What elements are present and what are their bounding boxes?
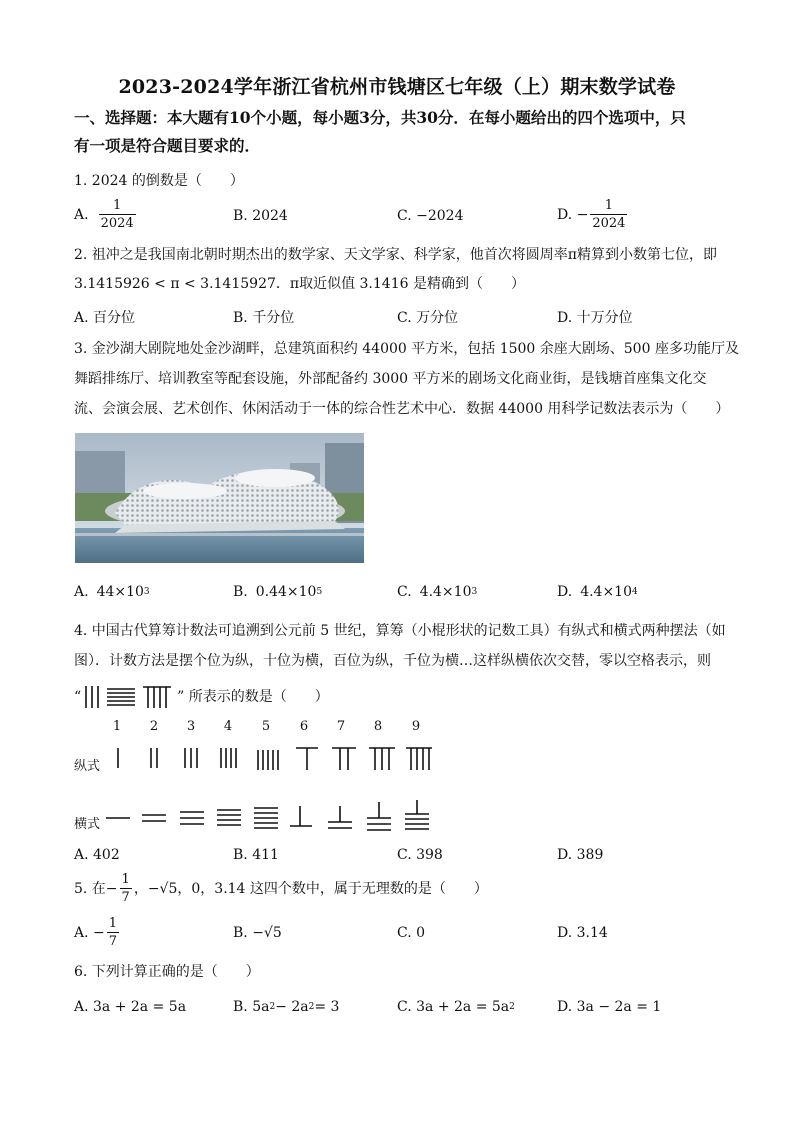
rod-digit: 7 [336, 719, 346, 734]
q4-option-c[interactable]: C. 398 [397, 847, 443, 863]
page-title: 2023-2024学年浙江省杭州市钱塘区七年级（上）期末数学试卷 [118, 76, 676, 98]
q2-option-b[interactable]: B. 千分位 [233, 310, 295, 326]
question-6-stem: 6. 下列计算正确的是（ ） [74, 964, 260, 980]
q1-option-c[interactable]: C. −2024 [397, 208, 464, 224]
question-2-line-1: 2. 祖冲之是我国南北朝时期杰出的数学家、天文学家、科学家，他首次将圆周率π精算到小数第七位，即 [74, 247, 718, 263]
fraction: $\frac{1}{2024}$ [592, 198, 626, 231]
rod-digit: 3 [186, 719, 196, 734]
q5-option-c[interactable]: C. 0 [397, 925, 426, 941]
horizontal-form-label: 横式 [74, 817, 101, 832]
rod-digit: 4 [223, 719, 233, 734]
theatre-photo [75, 433, 364, 563]
fraction: $\frac{1}{7}$ [108, 916, 118, 949]
q6-option-c[interactable]: C. 3a + 2a = 5a 2 [397, 999, 515, 1015]
question-3-line-3: 流、会演会展、艺术创作、休闲活动于一体的综合性艺术中心．数据 44000 用科学记数法表示为（ ） [74, 401, 730, 417]
rod-digit: 9 [411, 719, 421, 734]
q3-option-a[interactable]: A. 44×10 3 [74, 584, 150, 600]
q4-option-a[interactable]: A. 402 [74, 847, 120, 863]
q2-option-c[interactable]: C. 万分位 [397, 310, 459, 326]
fraction: $\frac{1}{7}$ [121, 872, 130, 905]
q1-option-b[interactable]: B. 2024 [233, 208, 288, 224]
q3-option-d[interactable]: D. 4.4×10 4 [557, 584, 638, 600]
question-3-line-1: 3. 金沙湖大剧院地处金沙湖畔，总建筑面积约 44000 平方米，包括 1500 余座大剧场、500 座多功能厅及 [74, 341, 739, 357]
question-2-line-2: 3.1415926 < π < 3.1415927．π取近似值 3.1416 是精确到（ ） [74, 276, 525, 292]
question-4-line-3: “ ” 所表示的数是（ ） [74, 684, 329, 710]
q6-option-d[interactable]: D. 3a − 2a = 1 [557, 999, 662, 1015]
counting-rods-table [100, 740, 440, 835]
q1-option-a[interactable]: A. $\frac{1}{2024}$ [74, 198, 134, 231]
question-5-stem: 5. 在− $\frac{1}{7}$ ，−√5，0，3.14 这四个数中，属于无理数的是（ ） [74, 872, 488, 905]
q6-option-b[interactable]: B. 5a 2 − 2a 2 = 3 [233, 999, 340, 1015]
rod-digit: 6 [299, 719, 309, 734]
q5-option-a[interactable]: A. − $\frac{1}{7}$ [74, 916, 118, 949]
rod-digit: 2 [149, 719, 159, 734]
q3-option-b[interactable]: B. 0.44×10 5 [233, 584, 323, 600]
question-3-line-2: 舞蹈排练厅、培训教室等配套设施，外部配备约 3000 平方米的剧场文化商业街，是钱塘首座集文化交 [74, 371, 707, 387]
q5-option-d[interactable]: D. 3.14 [557, 925, 608, 941]
q2-option-d[interactable]: D. 十万分位 [557, 310, 633, 326]
rod-digit: 1 [112, 719, 122, 734]
question-4-line-1: 4. 中国古代算筹计数法可追溯到公元前 5 世纪，算筹（小棍形状的记数工具）有纵式和横式两种摆法（如 [74, 623, 726, 639]
fraction: $\frac{1}{2024}$ [100, 198, 134, 231]
question-1-stem: 1. 2024 的倒数是（ ） [74, 173, 244, 189]
q4-option-d[interactable]: D. 389 [557, 847, 604, 863]
q2-option-a[interactable]: A. 百分位 [74, 310, 136, 326]
question-4-line-2: 图）．计数方法是摆个位为纵，十位为横，百位为纵，千位为横…这样纵横依次交替，零以空格表示，则 [74, 653, 711, 669]
q6-option-a[interactable]: A. 3a + 2a = 5a [74, 999, 187, 1015]
rod-digit: 5 [261, 719, 271, 734]
q1-option-d[interactable]: D. − $\frac{1}{2024}$ [557, 198, 626, 231]
counting-rods-figure [83, 684, 175, 710]
q4-option-b[interactable]: B. 411 [233, 847, 279, 863]
rod-digit: 8 [373, 719, 383, 734]
q5-option-b[interactable]: B. −√5 [233, 925, 282, 941]
vertical-form-label: 纵式 [74, 759, 101, 774]
q3-option-c[interactable]: C. 4.4×10 3 [397, 584, 478, 600]
section-heading: 一、选择题：本大题有10个小题，每小题3分，共30分．在每小题给出的四个选项中，只 有一项是符合题目要求的． [74, 108, 686, 155]
